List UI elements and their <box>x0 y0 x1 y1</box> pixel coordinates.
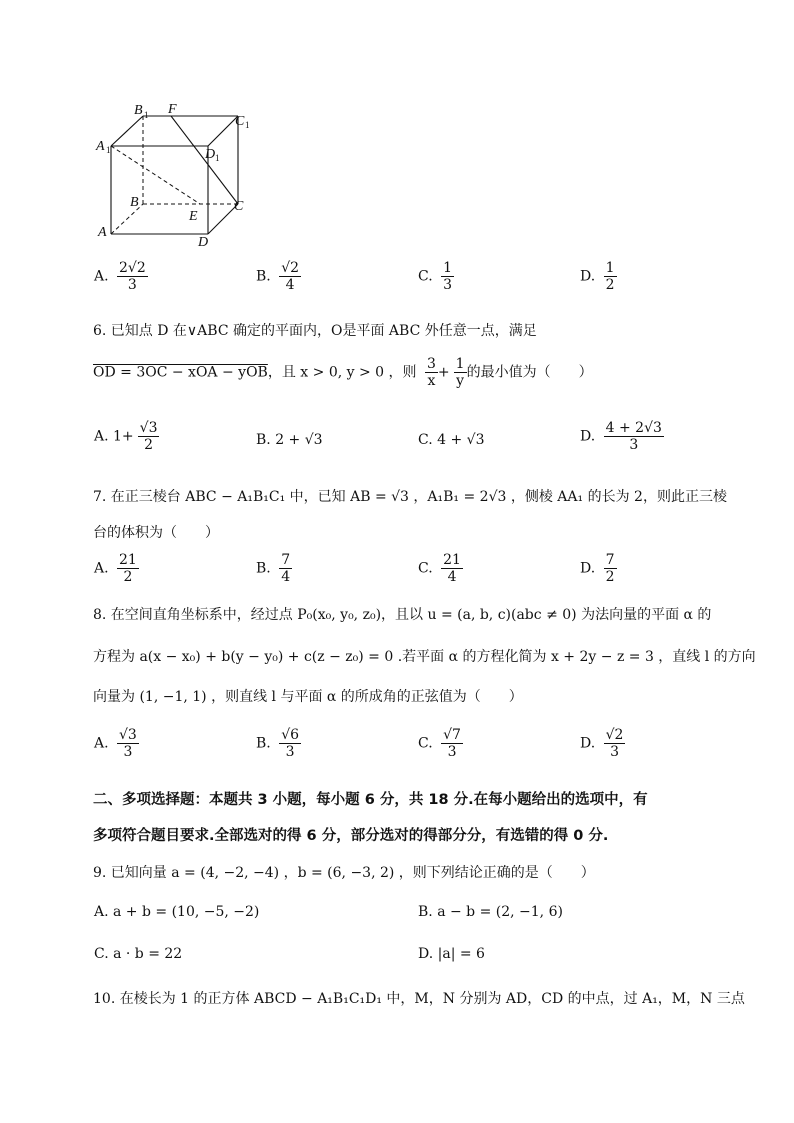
label-c: C <box>234 199 244 214</box>
section2-heading-line2: 多项符合题目要求.全部选对的得 6 分，部分选对的得部分分，有选错的得 0 分. <box>93 828 609 844</box>
q6-option-a[interactable]: A. 1+ $\frac{√3}{2}$ <box>94 420 158 454</box>
q9-stem: 9. 已知向量 a = (4, −2, −4) ，b = (6, −3, 2) ，则下列结论正确的是（ ） <box>93 865 595 881</box>
svg-text:1: 1 <box>245 120 250 130</box>
label-a: A <box>98 225 107 240</box>
label-d1: D <box>205 147 216 162</box>
q8-option-c[interactable]: C. $\frac{√7}{3}$ <box>418 727 461 761</box>
q6-option-c[interactable]: C. 4 + √3 <box>418 432 485 448</box>
label-e: E <box>189 209 198 224</box>
q7-stem-line1: 7. 在正三棱台 ABC − A₁B₁C₁ 中，已知 AB = √3 ，A₁B₁ = 2√3 ，侧棱 AA₁ 的长为 2，则此正三棱 <box>93 489 727 505</box>
q8-option-d[interactable]: D. $\frac{√2}{3}$ <box>580 727 624 761</box>
q6-option-d[interactable]: D. $\frac{4 + 2√3}{3}$ <box>580 420 662 454</box>
q7-option-c[interactable]: C. $\frac{21}{4}$ <box>418 552 461 586</box>
q5-option-b[interactable]: B. $\frac{√2}{4}$ <box>256 260 300 294</box>
q10-stem: 10. 在棱长为 1 的正方体 ABCD − A₁B₁C₁D₁ 中，M，N 分别为 AD，CD 的中点，过 A₁，M，N 三点 <box>93 991 745 1007</box>
cube-figure <box>88 96 258 256</box>
q6-option-b[interactable]: B. 2 + √3 <box>256 432 323 448</box>
q8-stem-line2: 方程为 a(x − x₀) + b(y − y₀) + c(z − z₀) = 0 .若平面 α 的方程化简为 x + 2y − z = 3 ，直线 l 的方向 <box>93 649 756 665</box>
label-d: D <box>198 235 209 250</box>
label-b: B <box>130 195 139 210</box>
q9-option-a[interactable]: A. a + b = (10, −5, −2) <box>94 904 260 920</box>
svg-text:1: 1 <box>144 110 149 120</box>
q7-option-d[interactable]: D. $\frac{7}{2}$ <box>580 552 615 586</box>
svg-text:1: 1 <box>215 153 220 163</box>
q5-option-d[interactable]: D. $\frac{1}{2}$ <box>580 260 615 294</box>
q9-option-c[interactable]: C. a · b = 22 <box>94 946 183 962</box>
q7-stem-line2: 台的体积为（ ） <box>93 525 219 541</box>
q8-stem-line1: 8. 在空间直角坐标系中，经过点 P₀(x₀, y₀, z₀)，且以 u = (a, b, c)(abc ≠ 0) 为法向量的平面 α 的 <box>93 607 712 623</box>
label-a1: A <box>96 139 105 154</box>
label-b1: B <box>134 103 143 118</box>
q9-option-b[interactable]: B. a − b = (2, −1, 6) <box>418 904 563 920</box>
q9-option-d[interactable]: D. |a| = 6 <box>418 946 485 962</box>
label-c1: C <box>235 114 245 129</box>
q8-stem-line3: 向量为 (1, −1, 1) ，则直线 l 与平面 α 的所成角的正弦值为（ ） <box>93 689 523 705</box>
q8-option-a[interactable]: A. $\frac{√3}{3}$ <box>94 727 137 761</box>
section2-heading-line1: 二、多项选择题：本题共 3 小题，每小题 6 分，共 18 分.在每小题给出的选项中，有 <box>93 792 648 808</box>
q5-option-c[interactable]: C. $\frac{1}{3}$ <box>418 260 453 294</box>
q7-option-a[interactable]: A. $\frac{21}{2}$ <box>94 552 137 586</box>
svg-text:1: 1 <box>106 145 111 155</box>
q7-option-b[interactable]: B. $\frac{7}{4}$ <box>256 552 291 586</box>
q6-stem-line2: OD = 3OC − xOA − yOB，且 x > 0, y > 0 ，则 $\frac{3}{x}$ + $\frac{1}{y}$ 的最小值为（ ） <box>93 356 593 390</box>
q5-option-a[interactable]: A. $\frac{2√2}{3}$ <box>94 260 146 294</box>
q6-stem-line1: 6. 已知点 D 在∨ABC 确定的平面内，O是平面 ABC 外任意一点，满足 <box>93 323 537 339</box>
label-f: F <box>168 102 177 117</box>
q8-option-b[interactable]: B. $\frac{√6}{3}$ <box>256 727 300 761</box>
